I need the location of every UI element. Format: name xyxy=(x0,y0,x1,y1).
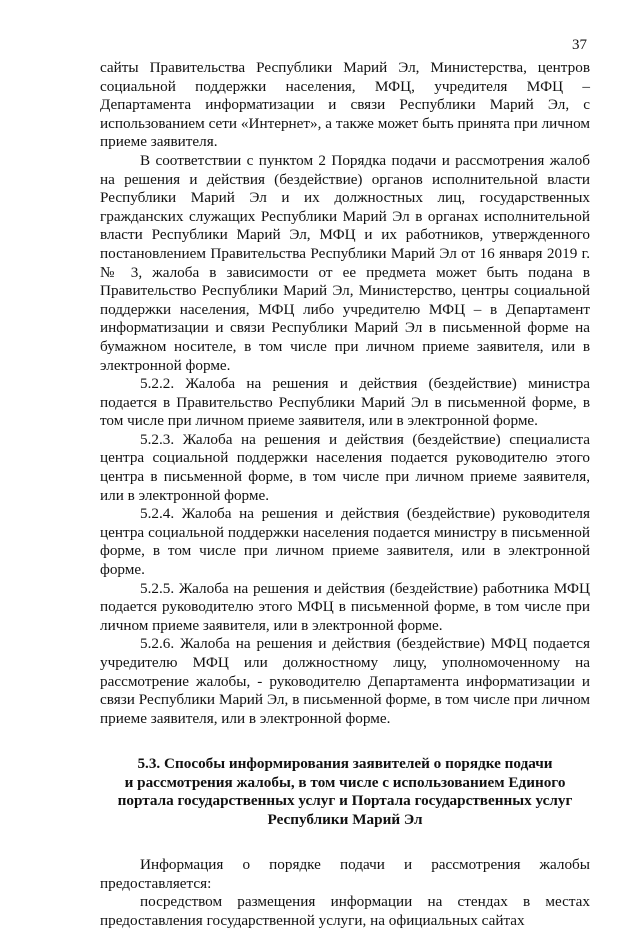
paragraph-information-provided: Информация о порядке подачи и рассмотрения жалобы предоставляется: xyxy=(100,856,590,892)
heading-line: портала государственных услуг и Портала государственных услуг xyxy=(117,792,573,810)
paragraph-complaint-procedure: В соответствии с пунктом 2 Порядка подачи и рассмотрения жалоб на решения и действия (бездействие) органов исполнительной власти Республики Марий Эл и их должностных лиц, государственных гражданских служащих Республики Марий Эл в органах исполнительной власти Республики Марий Эл, МФЦ и их работников, утвержденного постановлением Правительства Республики Марий Эл от 16 января 2019 г. № 3, жалоба в зависимости от ее предмета может быть подана в Правительство Республики Марий Эл, Министерство, центры социальной поддержки населения, МФЦ либо учредителю МФЦ – в Департамент информатизации и связи Республики Марий Эл в письменной форме на бумажном носителе, в том числе при личном приеме заявителя, или в электронной форме. xyxy=(100,151,590,374)
paragraph-5-2-2: 5.2.2. Жалоба на решения и действия (бездействие) министра подается в Правительство Республики Марий Эл в письменной форме, в том числе при личном приеме заявителя, или в электронной форме. xyxy=(100,375,590,430)
section-heading-5-3 xyxy=(100,755,590,829)
paragraph-5-2-6: 5.2.6. Жалоба на решения и действия (бездействие) МФЦ подается учредителю МФЦ или должностному лицу, уполномоченному на рассмотрение жалобы, - руководителю Департамента информатизации и связи Республики Марий Эл, в письменной форме, в том числе при личном приеме заявителя, или в электронной форме. xyxy=(100,635,590,727)
paragraph-5-2-3: 5.2.3. Жалоба на решения и действия (бездействие) специалиста центра социальной поддержки населения подается руководителю этого центра в письменной форме, в том числе при личном приеме заявителя, или в электронной форме. xyxy=(100,430,590,504)
heading-line: 5.3. Способы информирования заявителей о порядке подачи xyxy=(137,755,553,773)
paragraph-5-2-5: 5.2.5. Жалоба на решения и действия (бездействие) работника МФЦ подается руководителю этого МФЦ в письменной форме, в том числе при личном приеме заявителя, или в электронной форме. xyxy=(100,579,590,634)
document-body xyxy=(100,59,590,930)
heading-line: и рассмотрения жалобы, в том числе с использованием Единого xyxy=(124,773,566,791)
paragraph-websites: сайты Правительства Республики Марий Эл, Министерства, центров социальной поддержки населения, МФЦ, учредителя МФЦ – Департамента информатизации и связи Республики Марий Эл, с использованием сети «Интернет», а также может быть принята при личном приеме заявителя. xyxy=(100,59,590,151)
page-number: 37 xyxy=(572,37,587,53)
paragraph-5-2-4: 5.2.4. Жалоба на решения и действия (бездействие) руководителя центра социальной поддержки населения подается министру в письменной форме, в том числе при личном приеме заявителя, или в электронной форме. xyxy=(100,505,590,579)
paragraph-stands-and-websites: посредством размещения информации на стендах в местах предоставления государственной услуги, на официальных сайтах xyxy=(100,893,590,929)
heading-line: Республики Марий Эл xyxy=(267,810,423,828)
